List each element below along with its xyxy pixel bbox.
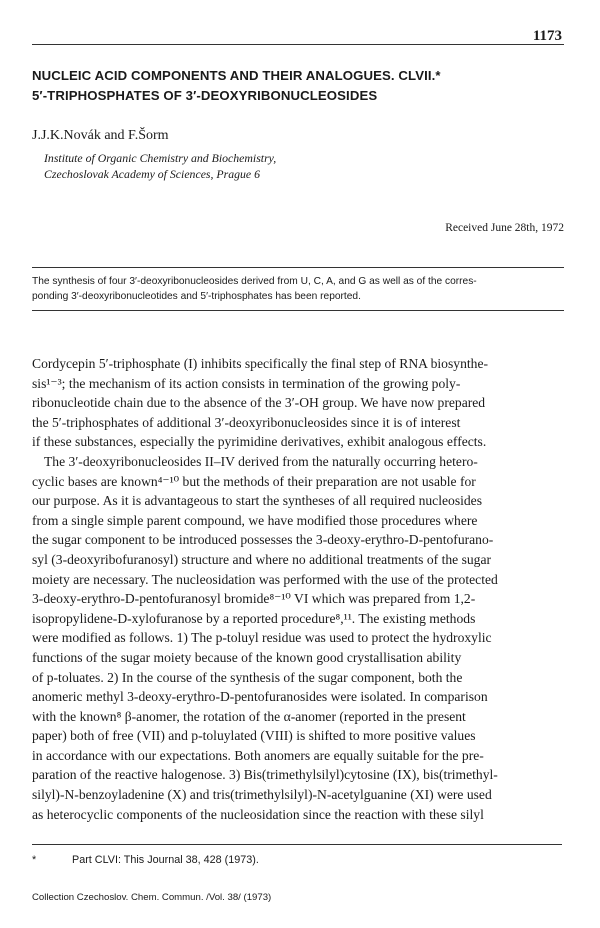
page-number: 1173 — [532, 28, 562, 44]
body-line: from a single simple parent compound, we have modified those procedures where — [32, 512, 478, 528]
body-text — [32, 354, 578, 824]
article-title — [32, 66, 570, 106]
body-line: 3-deoxy-erythro-D-pentofuranosyl bromide⁸⁻¹⁰ VI which was prepared from 1,2- — [32, 591, 476, 607]
body-line: moiety are necessary. The nucleosidation was performed with the use of the protected — [32, 571, 498, 587]
body-line: sis¹⁻³; the mechanism of its action consists in termination of the growing poly- — [32, 375, 461, 391]
body-line: our purpose. As it is advantageous to start the syntheses of all required nucleosides — [32, 493, 483, 509]
body-line: the 5′-triphosphates of additional 3′-deoxyribonucleosides since it is of interest — [32, 414, 461, 430]
body-line: cyclic bases are known⁴⁻¹⁰ but the methods of their preparation are not usable for — [32, 473, 476, 489]
title-line-1: NUCLEIC ACID COMPONENTS AND THEIR ANALOGUES. CLVII.* — [32, 68, 441, 83]
body-line: if these substances, especially the pyrimidine derivatives, exhibit analogous effects. — [32, 434, 487, 450]
title-line-2: 5′-TRIPHOSPHATES OF 3′-DEOXYRIBONUCLEOSIDES — [32, 88, 378, 103]
body-line: The 3′-deoxyribonucleosides II–IV derived from the naturally occurring hetero- — [44, 453, 478, 469]
body-line: isopropylidene-D-xylofuranose by a reported procedure⁸,¹¹. The existing methods — [32, 610, 476, 626]
body-line: silyl)-N-benzoyladenine (X) and tris(trimethylsilyl)-N-acetylguanine (XI) were used — [32, 787, 492, 803]
body-line: the sugar component to be introduced possesses the 3-deoxy-erythro-D-pentofurano- — [32, 532, 494, 548]
body-line: of p-toluates. 2) In the course of the synthesis of the sugar component, both the — [32, 669, 463, 685]
abstract-line-2: ponding 3′-deoxyribonucleotides and 5′-triphosphates has been reported. — [32, 291, 361, 302]
footnote — [32, 854, 259, 866]
body-line: Cordycepin 5′-triphosphate (I) inhibits specifically the final step of RNA biosynthe- — [32, 356, 489, 371]
body-line: functions of the sugar moiety because of the known good crystallisation ability — [32, 649, 462, 665]
journal-citation: Collection Czechoslov. Chem. Commun. /Vol. 38/ (1973) — [32, 892, 272, 903]
abstract-rule-bottom — [32, 310, 564, 311]
received-date: Received June 28th, 1972 — [445, 222, 564, 234]
body-line: paration of the reactive halogenose. 3) Bis(trimethylsilyl)cytosine (IX), bis(trimethyl- — [32, 767, 498, 783]
footnote-text: Part CLVI: This Journal 38, 428 (1973). — [72, 854, 259, 866]
header-rule — [32, 44, 564, 45]
abstract — [32, 274, 564, 304]
affiliation-line-2: Czechoslovak Academy of Sciences, Prague 6 — [44, 167, 260, 181]
body-line: paper) both of free (VII) and p-toluylated (VIII) is shifted to more positive values — [32, 728, 476, 744]
affiliation-line-1: Institute of Organic Chemistry and Biochemistry, — [44, 151, 277, 165]
body-line: with the known⁸ β-anomer, the rotation of the α-anomer (reported in the present — [32, 708, 466, 724]
footnote-rule — [32, 844, 562, 845]
abstract-rule-top — [32, 267, 564, 268]
body-line: ribonucleotide chain due to the absence of the 3′-OH group. We have now prepared — [32, 395, 486, 411]
body-line: as heterocyclic components of the nucleosidation since the reaction with these silyl — [32, 806, 484, 822]
body-line: in accordance with our expectations. Both anomers are equally suitable for the pre- — [32, 747, 484, 763]
footnote-marker: * — [32, 854, 37, 866]
body-line: were modified as follows. 1) The p-toluyl residue was used to protect the hydroxylic — [32, 630, 492, 646]
abstract-line-1: The synthesis of four 3′-deoxyribonucleosides derived from U, C, A, and G as well as of the corres- — [32, 276, 477, 287]
affiliation — [44, 150, 276, 182]
body-line: syl (3-deoxyribofuranosyl) structure and where no additional treatments of the sugar — [32, 551, 492, 567]
body-line: anomeric methyl 3-deoxy-erythro-D-pentofuranosides were isolated. In comparison — [32, 689, 488, 705]
authors: J.J.K.Novák and F.Šorm — [32, 128, 169, 143]
